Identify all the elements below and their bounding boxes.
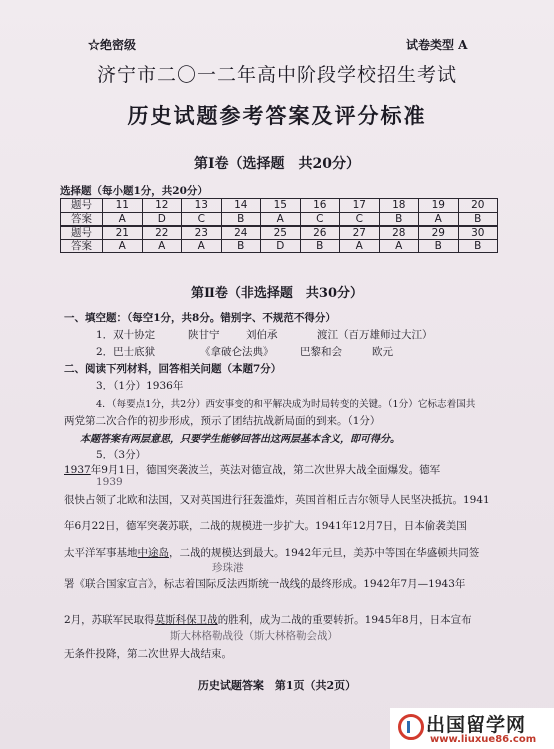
exam-title: 济宁市二〇一二年高中阶段学校招生考试 [96,64,457,86]
question-number-cell: 22 [142,226,182,240]
part1-heading: 第Ⅰ卷（选择题 共20分） [193,156,361,172]
answer-cell: A [142,239,182,253]
fill-answer-1-2: 陕甘宁 [188,329,220,341]
line-text: 年6月22日，德军突袭苏联，二战的规模进一步扩大。1941年12月7日，日本偷袭美国 [64,520,467,532]
question-number-cell: 13 [182,199,222,213]
underlined-term: 中途岛 [137,547,169,559]
watermark [390,708,554,749]
row-label: 题号 [61,226,103,240]
paragraph-line [64,518,467,533]
paragraph-line [64,612,472,627]
table-row [61,226,498,240]
paragraph-line [64,646,232,661]
answer-cell: A [261,212,301,226]
page-footer: 历史试题答案 第1页（共2页） [197,679,357,692]
answer-q3: 3．（1分）1936年 [96,380,184,392]
line-text: 1939 [96,476,123,488]
reading-heading: 二、阅读下列材料，回答相关问题（本题7分） [64,363,282,375]
answer-cell: A [419,212,459,226]
paper-type: 试卷类型 A [406,38,468,52]
fill-answer-1-4: 渡江（百万雄师过大江） [317,329,433,341]
question-number-cell: 14 [221,199,261,213]
line-text: 珍珠港 [212,562,244,574]
answer-cell: B [419,239,459,253]
question-number-cell: 26 [300,226,340,240]
question-number-cell: 20 [458,199,498,213]
answer-q4-line2: 两党第二次合作的初步形成，预示了团结抗战新局面的到来。（1分） [64,415,381,427]
question-number-cell: 29 [419,226,459,240]
question-number-cell: 11 [103,199,143,213]
paragraph-line [64,576,465,591]
paragraph-line [170,628,338,643]
line-text: 无条件投降，第二次世界大战结束。 [64,648,232,660]
answer-q4-line1: 4．（每要点1分，共2分）西安事变的和平解决成为时局转变的关键。（1分）它标志着国共 [96,399,476,410]
row-label: 答案 [61,212,103,226]
answer-cell: B [221,212,261,226]
table-row [61,239,498,253]
underlined-term: 莫斯科保卫战 [154,614,218,626]
answer-cell: D [261,239,301,253]
fill-answer-1-3: 刘伯承 [246,329,278,341]
answer-cell: B [300,239,340,253]
question-number-cell: 25 [261,226,301,240]
question-number-cell: 19 [419,199,459,213]
answer-cell: A [379,239,419,253]
question-number-cell: 18 [379,199,419,213]
question-number-cell: 24 [221,226,261,240]
fill-answer-2-3: 巴黎和会 [300,346,342,358]
underlined-term: 1937 [64,464,91,476]
question-number-cell: 16 [300,199,340,213]
answer-cell: B [458,239,498,253]
answer-q5: 5．（3分） [96,449,147,461]
question-number-cell: 12 [142,199,182,213]
question-number-cell: 21 [103,226,143,240]
line-text: 太平洋军事基地 [64,547,138,559]
paragraph-line [64,462,440,477]
line-text: 斯大林格勒战役（斯大林格勒会战） [170,630,338,642]
answer-cell: C [340,212,380,226]
answer-cell: A [340,239,380,253]
line-text: 很快占领了北欧和法国，又对英国进行狂轰滥炸，英国首相丘吉尔领导人民坚决抵抗。1941 [64,494,490,506]
answer-table [60,198,498,253]
answer-cell: C [300,212,340,226]
fill-answer-2-2: 《拿破仑法典》 [200,346,274,358]
question-number-cell: 23 [182,226,222,240]
question-number-cell: 30 [458,226,498,240]
fill-answer-2-1: 2．巴士底狱 [96,346,156,358]
fill-answer-1-1: 1．双十协定 [96,329,156,341]
line-text: 的胜利，成为二战的重要转折。1945年8月，日本宣布 [217,614,472,626]
answer-cell: A [182,239,222,253]
paragraph-line [212,560,244,575]
line-text: 2月，苏联军民取得 [64,614,155,626]
line-text: ，二战的规模达到最大。1942年元旦，美苏中等国在华盛顿共同签 [169,547,480,559]
paragraph-line [96,476,123,488]
answer-cell: D [142,212,182,226]
watermark-name: 出国留学网 [426,714,527,736]
watermark-url: www.liuxue86.com [430,734,537,745]
line-text: 署《联合国家宣言》，标志着国际反法西斯统一战线的最终形成。1942年7月—1943年 [64,578,466,590]
answer-cell: A [103,239,143,253]
answer-cell: B [221,239,261,253]
question-number-cell: 27 [340,226,380,240]
table-row [61,212,498,226]
table-row [61,199,498,213]
scoring-note: 本题答案有两层意思，只要学生能够回答出这两层基本含义，即可得分。 [80,434,400,445]
part2-heading: 第Ⅱ卷（非选择题 共30分） [190,286,364,301]
row-label: 题号 [61,199,103,213]
secret-level: ☆绝密级 [88,38,137,52]
line-text: 年9月1日，德国突袭波兰，英法对德宣战，第二次世界大战全面爆发。德军 [90,464,441,476]
paragraph-line [64,545,479,560]
fill-answer-2-4: 欧元 [372,346,393,358]
question-number-cell: 28 [379,226,419,240]
row-label: 答案 [61,239,103,253]
paragraph-line [64,492,490,507]
answer-cell: B [458,212,498,226]
answer-cell: A [103,212,143,226]
answer-cell: C [182,212,222,226]
document-title: 历史试题参考答案及评分标准 [127,103,427,128]
fill-heading: 一、填空题：（每空1分，共8分。错别字、不规范不得分） [64,312,336,324]
mcq-heading: 选择题（每小题1分，共20分） [60,185,208,197]
question-number-cell: 15 [261,199,301,213]
watermark-logo-icon [398,714,424,740]
question-number-cell: 17 [340,199,380,213]
answer-cell: B [379,212,419,226]
